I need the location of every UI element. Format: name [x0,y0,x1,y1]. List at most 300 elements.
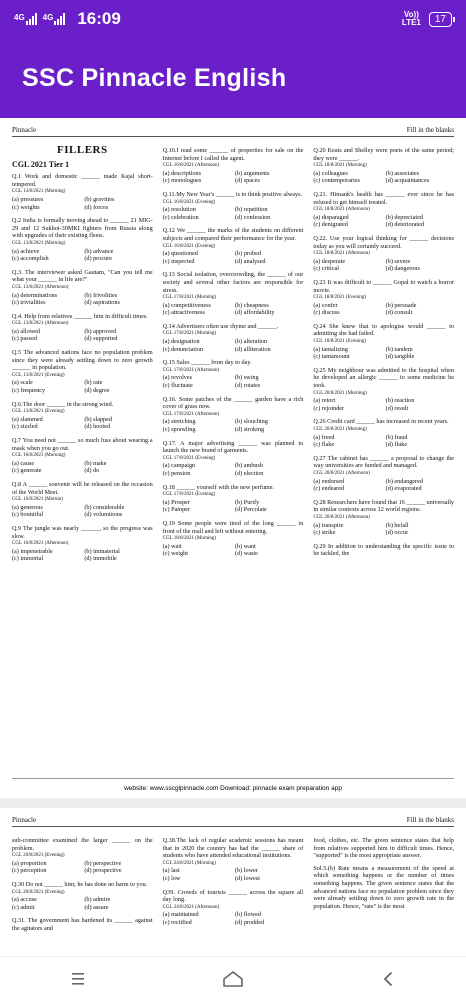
option-grid [163,374,304,389]
answer-option: (c) perception [12,867,47,875]
answer-option: (a) desperate [313,257,346,265]
answer-option: (c) denunciation [162,345,204,353]
question-text: Q.30 Do not ______ him; he has done no harm to you. [12,880,148,888]
answer-option: (b) frivolities [84,291,118,299]
question-item [163,440,304,478]
question-item [12,881,153,911]
answer-option: (c) strike [313,529,336,537]
page-separator [0,798,466,808]
answer-option: (c) contemporaries [313,177,360,185]
answer-option: (a) cause [12,459,35,467]
page-header-right: Fill in the blanks [406,816,454,824]
status-time: 16:09 [77,9,121,28]
question-item [313,235,454,273]
answer-option: (a) questioned [162,250,198,258]
section-heading: FILLERS [57,144,108,156]
exam-reference: CGL 13/8/2021 (Evening) [12,409,65,415]
home-icon [222,970,244,988]
option-grid [163,338,304,353]
question-item [12,269,153,307]
exam-reference: CGL 17/8/2021 (Afternoon) [162,411,220,417]
option-grid [163,462,304,477]
question-text: Q.31. The government has hardened its ______ against the agitators and [12,917,153,932]
answer-option: (d) fluke [385,441,408,449]
exam-reference: CGL 13/8/2021 (Afternoon) [12,321,69,327]
answer-option: (a) pressures [12,195,44,203]
answer-option: (b) want [235,542,256,550]
answer-option: (a) designation [162,338,200,346]
answer-option: (b) associates [385,169,420,177]
volte-top-label: Vo)) [403,10,419,19]
solution-paragraph: food, clothes, etc. The given sentence states that help from relatives supported him in difficult times. Hence, "supported" is the most appropriate answer. [313,837,455,860]
answer-option: (b) repetition [235,206,268,214]
answer-option: (c) Pamper [162,506,190,514]
option-grid [12,860,153,875]
answer-option: (c) attractiveness [162,309,205,317]
answer-option: (a) achieve [12,247,40,255]
question-text: Q.13 Social isolation, overcrowding, the ______ of our society and several other factors are responsible for stress. [162,271,304,294]
exam-reference: CGL 18/8/2021 (Morning) [162,536,217,542]
question-item [12,313,153,343]
question-item [313,418,454,448]
exam-reference: CGL 20/8/2021 (Afternoon) [313,470,370,476]
answer-option: (c) accomplish [12,255,49,263]
answer-option: (c) critical [313,265,339,273]
answer-option: (a) Prosper [162,498,190,506]
answer-option: (d) lowest [235,874,260,882]
answer-option: (b) alteration [235,338,268,346]
recents-button[interactable] [58,962,98,996]
question-item [313,191,454,229]
page1-column-3 [313,147,454,569]
volte-bottom-label: LTE1 [401,18,421,27]
question-text: Q.9 The jungle was nearly ______, so the progress was slow. [12,524,153,540]
option-grid [163,418,304,433]
option-grid [313,170,454,185]
answer-option: (a) scale [12,379,33,387]
answer-option: (b) reaction [385,397,415,405]
question-item [12,349,153,395]
exam-reference: CGL 24/8/2021 (Afternoon) [162,904,220,910]
question-text: Q.6.The door ______ in the strong wind. [12,400,114,408]
sim2-network-label: 4G [42,13,54,22]
back-icon [381,971,395,987]
exam-reference: CGL 16/8/2021 (Morning) [12,453,66,459]
answer-option: (b) approved [84,327,117,335]
answer-option: (a) competitiveness [162,301,211,309]
answer-option: (a) retort [313,397,336,405]
answer-option: (a) endorsed [313,477,345,485]
answer-option: (a) stretching [162,418,196,426]
answer-option: (d) election [235,469,264,477]
answer-option: (b) severe [385,257,411,265]
option-grid [313,522,454,537]
answer-option: (b) fraud [385,433,408,441]
answer-option: (c) rectified [162,918,192,926]
question-text: Q.2 India is formally moving ahead to ______ 21 MIG-29 and 12 Sukhoi-30MKI fighters from Russia along with upgrades of their existing fleets. [12,217,153,240]
answer-option: (c) tantamount [313,353,350,361]
answer-option: (c) pension [162,469,191,477]
answer-option: (b) cheapness [235,301,269,309]
question-item [163,191,304,221]
question-text: Q.29 In addition to understanding the specific issue to be tackled, the [313,542,455,558]
option-grid [163,499,304,514]
answer-option: (b) lower [235,867,258,875]
question-item [12,173,153,211]
option-grid [12,292,153,307]
answer-option: (d) voluminous [84,511,123,519]
option-grid [313,478,454,493]
app-bar [0,38,466,118]
answer-option: (d) alliteration [235,345,271,353]
option-grid [12,460,153,475]
answer-option: (b) gravities [84,195,115,203]
exam-reference: CGL 18/8/2021 (Morning) [313,163,367,169]
answer-option: (c) sizzled [12,423,38,431]
answer-option: (c) low [162,874,181,882]
question-item [163,227,304,265]
exam-reference: CGL 18/8/2021 (Evening) [313,295,366,301]
answer-option: (b) probed [235,250,261,258]
answer-option: (d) do [84,467,100,475]
answer-option: (b) flowed [235,911,261,919]
question-item [313,279,454,317]
exam-reference: CGL 16/8/2021 (Afternoon) [12,541,69,547]
option-grid [12,416,153,431]
option-grid [313,214,454,229]
answer-option: (d) evaporated [385,485,422,493]
question-item [163,520,304,558]
option-grid [163,302,304,317]
question-item [163,323,304,353]
option-grid [12,248,153,263]
exam-reference: CGL 20/8/2021 (Afternoon) [313,514,370,520]
question-item [163,359,304,389]
answer-option: (b) advance [84,247,114,255]
page2-column-3 [313,837,454,939]
answer-option: (d) prospective [84,867,122,875]
answer-option: (b) endangered [385,477,423,485]
answer-option: (a) maintained [162,911,199,919]
question-text: Q.12 We ______ the marks of the students on different subjects and compared their performance for the year. [162,227,304,242]
exam-reference: CGL 18/8/2021 (Afternoon) [313,207,370,213]
answer-option: (d) forces [84,203,109,211]
page-header-right: Fill in the blanks [406,126,454,134]
option-grid [313,258,454,273]
exam-reference: CGL 20/8/2021 (Morning) [313,427,367,432]
option-grid [163,170,304,185]
answer-option: (a) descriptions [162,169,201,177]
question-text: Q.11.My New Year's ______ is to think positive always. [162,190,303,198]
option-grid [163,250,304,265]
question-item [12,217,153,263]
answer-option: (a) proportion [12,859,47,867]
exam-reference: CGL 13/8/2021 (Morning) [12,240,66,246]
document-page-1 [0,118,466,778]
answer-option: (d) supported [84,335,118,343]
question-text: Q.16. Some patches of the ______ garden have a rich cover of grass now. [162,395,304,411]
question-text: Q.28 Researchers have found that 16 ______ universally in similar contexts across 12 world regions. [313,498,455,514]
option-grid [163,867,304,882]
page1-column-2 [163,147,304,569]
answer-option: (d) procure [84,255,112,263]
battery-icon [429,12,452,27]
answer-option: (c) admit [12,903,35,911]
answer-option: (a) colleagues [313,169,348,177]
sim1-network-label: 4G [14,13,25,22]
question-item [12,837,153,875]
answer-option: (a) last [162,867,180,875]
document-page-2 [0,808,466,956]
answer-option: (c) discuss [313,309,340,317]
question-item [313,543,454,558]
answer-option: (b) persuade [385,301,417,309]
answer-option: (b) arguments [235,169,270,177]
exam-reference: CGL 17/8/2021 (Evening) [162,455,216,461]
answer-option: (d) acquaintances [385,177,430,185]
answer-option: (d) hooted [84,423,110,431]
option-grid [313,302,454,317]
exam-reference: CGL 20/8/2021 (Evening) [12,889,65,895]
question-text: Q.38.The lack of regular academic sessions has meant that in 2020 the country has had the ______ share of students who have attended educational institutions. [162,837,304,860]
answer-option: (d) immobile [84,555,117,563]
answer-option: (c) monologues [162,177,202,185]
question-text: Q39. Crowds of tourists ______ across the square all day long. [162,888,304,904]
answer-option: (a) accuse [12,896,37,904]
answer-option: (c) flake [313,441,335,449]
answer-option: (a) determinations [12,291,58,299]
page1-column-1 [12,144,153,569]
answer-option: (b) considerable [84,503,125,511]
answer-option: (b) immaterial [84,547,120,555]
question-text: Q.22. Use your logical thinking for ______ decisions today as you will certainly succeed. [313,234,455,250]
exam-reference: CGL 16/8/2021 (Evening) [162,199,216,205]
option-grid [12,548,153,563]
answer-option: (a) campaign [162,462,196,470]
question-item [12,437,153,475]
exam-reference: CGL 20/8/2021 (Evening) [12,853,65,859]
option-grid [313,346,454,361]
exam-reference: CGL 17/8/2021 (Evening) [162,492,216,498]
question-item [12,525,153,563]
answer-option: (b) perspective [84,859,122,867]
sim2-signal-icon [43,13,66,25]
volte-icon [402,11,421,27]
answer-option: (c) frequency [12,387,46,395]
question-item [313,323,454,361]
answer-option: (a) allowed [12,327,41,335]
answer-option: (c) endeared [313,485,345,493]
answer-option: (b) befall [385,521,409,529]
exam-reference: CGL 16/8/2021 (Evening) [162,243,216,249]
answer-option: (d) assure [84,903,109,911]
question-text: Q.10.I read some ______ of properties for sale on the Internet before I called the agent. [162,147,304,162]
answer-option: (b) swing [235,374,259,382]
answer-option: (d) degree [84,387,110,395]
question-text: Q.21. Himank's health has ______ ever since he has refused to get himself treated. [313,190,455,206]
option-grid [12,196,153,211]
question-text: Q.8 A ______ souvenir will be released on the occasion of the World Meet. [12,480,153,496]
app-title: SSC Pinnacle English [22,63,287,92]
option-grid [163,911,304,926]
navigation-bar [0,956,466,1000]
answer-option: (d) affordability [235,309,275,317]
answer-option: (d) rotates [235,382,261,390]
answer-option: (b) rate [84,379,103,387]
question-text: Q.18 ______ yourself with the new perfume. [162,483,275,491]
answer-option: (d) confession [235,213,271,221]
question-text: Q.4. Help from relatives ______ him in difficult times. [12,312,148,320]
answer-option: (d) tangible [385,353,415,361]
answer-option: (b) ambush [235,462,264,470]
answer-option: (d) spaces [235,177,260,185]
answer-option: (d) deteriorated [385,221,424,229]
question-text: Q.5 The advanced nations face no population problem since they were already settling down to zero growth ______ in population. [12,349,153,372]
question-item [163,484,304,514]
page2-column-1 [12,837,153,939]
exam-reference: CGL 18/8/2021 (Afternoon) [313,251,370,257]
answer-option: (a) impenetrable [12,547,53,555]
question-item [163,271,304,317]
answer-option: (c) generate [12,467,42,475]
exam-reference: CGL 17/8/2021 (Morning) [162,331,217,337]
question-text: Q.27 The cabinet has ______ a proposal to change the way universities are funded and managed. [313,454,455,470]
question-text: Q.23 It was difficult to ______ Gopal to watch a horror movie. [313,278,455,294]
answer-option: (b) slouching [235,418,268,426]
question-item [12,401,153,431]
answer-option: (c) denigrated [313,221,348,229]
exam-reference: CGL 13/8/2021 (Afternoon) [12,284,69,290]
question-item [313,367,454,413]
exam-reference: CGL 18/8/2021 (Evening) [313,339,366,345]
answer-option: (c) rejoinder [313,404,345,412]
answer-option: (c) weight [162,550,188,558]
question-item [313,499,454,537]
answer-option: (d) analysed [235,257,266,265]
answer-option: (b) tandem [385,345,413,353]
back-button[interactable] [368,962,408,996]
section-subheading: CGL 2021 Tier 1 [12,159,70,169]
question-text: Q.24 She knew that to apologise would ______ to admitting she had failed. [313,322,455,338]
answer-option: (a) freed [313,433,335,441]
answer-option: (a) resolution [162,206,196,214]
answer-option: (c) fluctuate [162,382,193,390]
question-text: Q.7 You need not ______ so much fuss about wearing a mask when you go out. [12,437,153,452]
answer-option: (c) weights [12,203,40,211]
option-grid [163,206,304,221]
answer-option: (a) generous [12,503,43,511]
home-button[interactable] [213,962,253,996]
page-header-left: Pinnacle [12,816,37,824]
answer-option: (a) tantalizing [313,345,348,353]
page2-column-2 [163,837,304,939]
answer-option: (b) Purify [235,498,260,506]
answer-option: (c) trivialities [12,299,46,307]
answer-option: (d) occur [385,529,409,537]
answer-option: (a) slammed [12,415,43,423]
page-footer: website: www.sscglpinnacle.com Download: pinnacle exam preparation app [12,778,454,798]
answer-option: (d) waste [235,550,258,558]
option-grid [313,397,454,412]
answer-option: (d) consult [385,309,413,317]
question-text: Q.19 Some people were tired of the long ______ in front of the mall and left without entering. [162,519,304,535]
answer-option: (c) immortal [12,555,44,563]
question-text: Q.25 My neighbour was admitted to the hospital when he developed an allergic ______ to some medicine he took. [313,366,455,390]
answer-option: (b) admire [84,896,111,904]
question-text: Q.15 Sales ______ from day to day. [162,359,252,367]
question-text: Q.20 Keats and Shelley were poets of the same period; they were ______. [313,147,455,162]
answer-option: (a) confer [313,301,338,309]
answer-option: (c) inspected [162,257,195,265]
pdf-viewer[interactable] [0,118,466,956]
battery-level: 17 [434,13,446,25]
question-item [163,396,304,434]
sim1-signal-icon [14,13,37,25]
question-text: sub-committee examined the larger ______ on the problem. [12,837,153,852]
question-item [313,147,454,185]
exam-reference: CGL 17/8/2021 (Morning) [162,295,217,301]
exam-reference: CGL 24/8/2021 (Morning) [162,860,217,866]
exam-reference: CGL 20/8/2021 (Morning) [313,390,367,396]
answer-option: (b) make [84,459,107,467]
option-grid [12,328,153,343]
answer-option: (b) slapped [84,415,112,423]
answer-option: (d) prodded [235,918,265,926]
option-grid [313,434,454,449]
option-grid [12,379,153,394]
question-text: Q.26 Credit card ______ has increased in recent years. [313,418,449,426]
answer-option: (d) dangerous [385,265,420,273]
option-grid [12,896,153,911]
answer-option: (d) aspirations [84,299,120,307]
answer-option: (c) sprawling [162,426,196,433]
solution-paragraph: Sol.5.(b) Rate means a measurement of the speed at which something happens or the number of times something happens. The given sentence states that the advanced nations face no population problem since they were already settling down to zero growth rate in the population. Hence, "rate" is the most [313,864,455,910]
exam-reference: CGL 13/8/2021 (Morning) [12,189,66,195]
page-header [12,126,454,137]
answer-option: (a) revolves [162,374,193,382]
page-header-left: Pinnacle [12,126,37,134]
question-item [313,455,454,493]
page-header [12,816,454,827]
question-item [163,147,304,185]
answer-option: (a) transpire [313,521,344,529]
option-grid [12,504,153,519]
answer-option: (c) celebration [162,213,199,221]
question-text: Q.3. The interviewer asked Gautam, "Can you tell me what your ______ in life are?" [12,268,153,284]
exam-reference: CGL 17/8/2021 (Afternoon) [162,367,220,373]
question-text: Q.17. A major advertising ______ was planned to launch the new brand of garments. [162,439,304,455]
answer-option: (c) bountiful [12,511,44,519]
answer-option: (d) stroking [235,426,265,433]
answer-option: (d) Percolate [235,506,267,514]
exam-reference: CGL 13/8/2021 (Evening) [12,372,65,378]
answer-option: (c) passed [12,335,37,343]
question-text: Q.14 Advertisers often use rhyme and ______. [162,322,279,330]
option-grid [163,543,304,558]
answer-option: (d) result [385,404,409,412]
question-item [163,837,304,883]
question-item [12,481,153,519]
answer-option: (a) disparaged [313,213,349,221]
status-bar [0,0,466,38]
exam-reference: CGL 16/8/2021 (Afternoon) [162,163,220,169]
question-item [12,917,153,932]
exam-reference: CGL 16/8/2021 (Mornin) [12,497,63,503]
question-text: Q.1 Work and domestic ______ made Kajal short-tempered. [12,173,153,188]
recents-icon [70,972,86,986]
answer-option: (b) depreciated [385,213,423,221]
answer-option: (a) wait [162,542,182,550]
